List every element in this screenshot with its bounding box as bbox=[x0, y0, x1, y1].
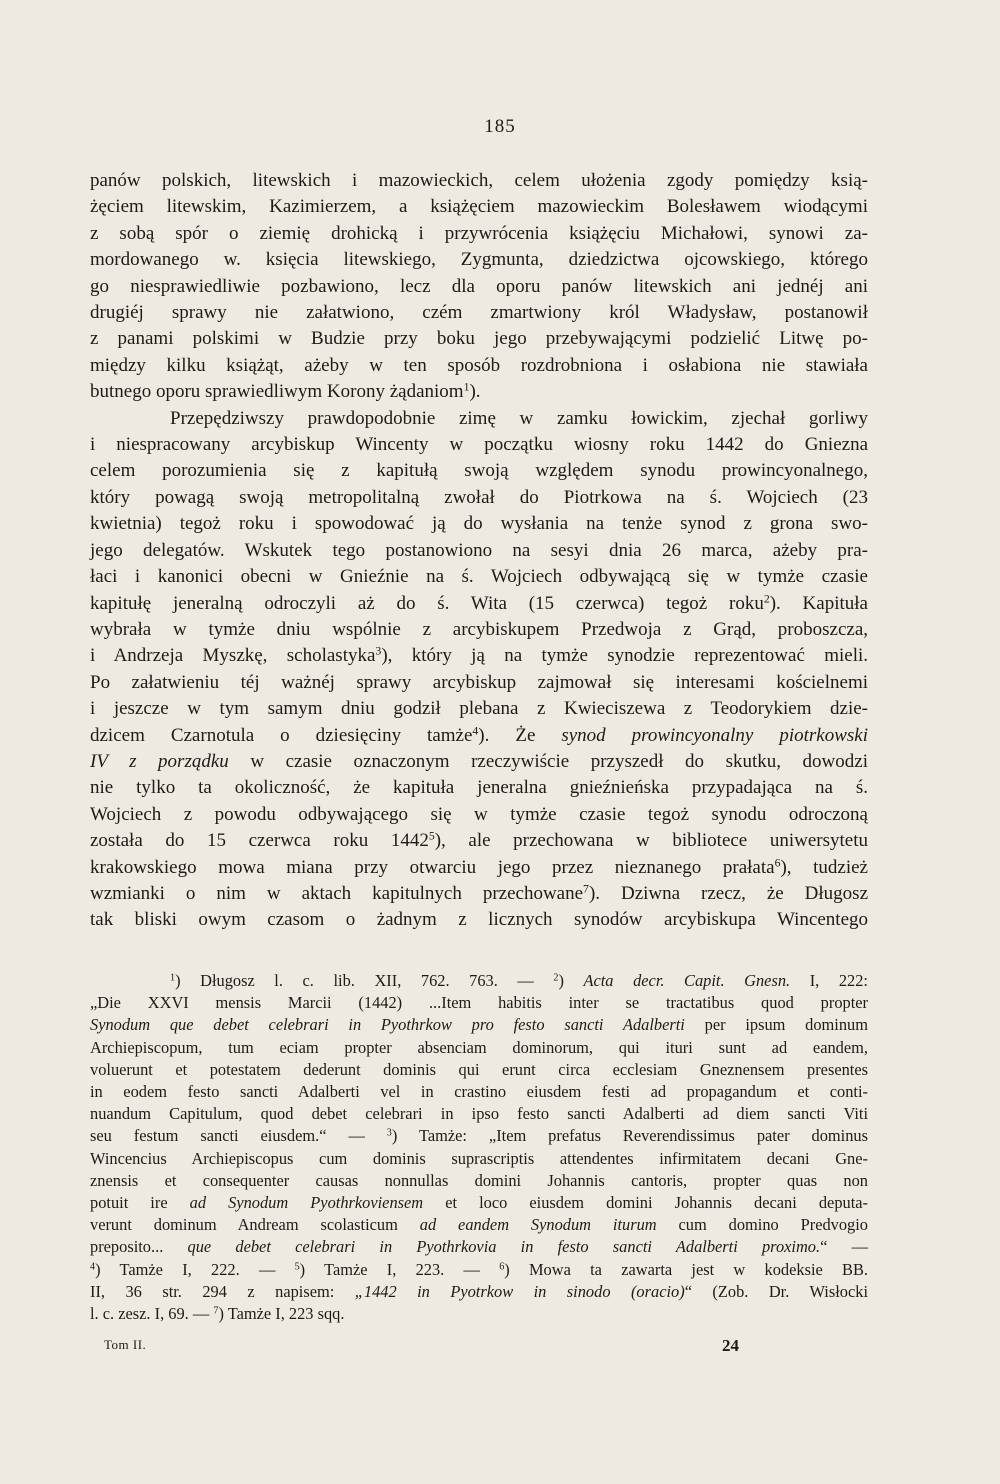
text-line: żęciem litewskim, Kazimierzem, a książęciem mazowieckim Bolesławem wiodącymi bbox=[90, 196, 868, 218]
italic-text: Acta decr. Capit. Gnesn. bbox=[583, 971, 791, 990]
footnote-number: 6 bbox=[499, 1261, 505, 1273]
text-line: go niesprawiedliwie pozbawiono, lecz dla oporu panów litewskich ani jednéj ani bbox=[90, 275, 868, 297]
text-line: między kilku książąt, ażeby w ten sposób rozdrobniona i osłabiona nie stawiała bbox=[90, 354, 868, 376]
text-fragment: verunt dominum Andream scolasticum bbox=[90, 1215, 420, 1235]
text-line: nie tylko ta okoliczność, że kapituła jeneralna gnieźnieńska przypadająca na ś. bbox=[90, 777, 868, 799]
text-fragment: ), ale przechowana w bibliotece uniwersytetu bbox=[434, 830, 868, 852]
footnote-marker: 5 bbox=[428, 829, 435, 843]
text-fragment: w czasie oznaczonym rzeczywiście przyszedł do skutku, dowodzi bbox=[228, 750, 868, 772]
text-line: drugiéj sprawy nie załatwiono, czém zmartwiony król Władysław, postanowił bbox=[90, 302, 868, 324]
text-line: i niespracowany arcybiskup Wincenty w początku wiosny roku 1442 do Gniezna bbox=[90, 434, 868, 456]
text-fragment: preposito... bbox=[90, 1237, 188, 1257]
text-fragment: ) bbox=[558, 971, 584, 990]
text-line: z panami polskimi w Budzie przy boku jego przebywającymi podzielić Litwę po- bbox=[90, 328, 868, 350]
footnote-number: 3 bbox=[386, 1127, 392, 1139]
footnote-line bbox=[90, 1214, 868, 1236]
footnote-line bbox=[90, 970, 868, 992]
footnote-marker: 2 bbox=[763, 592, 770, 606]
text-fragment: “ (Zob. Dr. Wisłocki bbox=[684, 1281, 868, 1301]
text-fragment: “ — bbox=[820, 1237, 868, 1257]
footnote-line bbox=[90, 1303, 868, 1325]
text-line: tak bliski owym czasom o żadnym z licznych synodów arcybiskupa Wincentego bbox=[90, 909, 868, 931]
text-line bbox=[90, 723, 868, 749]
italic-text: ad Synodum Pyothrkoviensem bbox=[189, 1193, 424, 1213]
text-fragment: ) Tamże: „Item prefatus Reverendissimus pater dominus bbox=[391, 1126, 868, 1146]
text-line: i jeszcze w tym samym dniu godził plebana z Kwieciszewa z Teodorykiem dzie- bbox=[90, 698, 868, 720]
text-fragment: ). Dziwna rzecz, że Długosz bbox=[588, 882, 868, 904]
text-fragment: ), który ją na tymże synodzie reprezentować mieli. bbox=[381, 645, 869, 667]
text-line bbox=[90, 855, 868, 881]
text-fragment: ). Że bbox=[478, 724, 562, 746]
text-line bbox=[90, 749, 868, 775]
footnote-number: 1 bbox=[170, 972, 176, 984]
text-line: Przepędziwszy prawdopodobnie zimę w zamku łowickim, zjechał gorliwy bbox=[170, 407, 868, 429]
footnote-number: 7 bbox=[213, 1305, 219, 1317]
text-fragment: krakowskiego mowa miana przy otwarciu jego przez nieznanego prałata bbox=[90, 856, 775, 878]
text-fragment: per ipsum dominum bbox=[684, 1015, 868, 1035]
text-fragment: potuit ire bbox=[90, 1193, 190, 1213]
text-line bbox=[90, 379, 868, 405]
footnote-line: nuandum Capitulum, quod debet celebrari in ipso festo sancti Adalberti ad diem sancti Viti bbox=[90, 1104, 868, 1124]
sheet-number: 24 bbox=[722, 1336, 739, 1355]
text-fragment: butnego oporu sprawiedliwym Korony żądaniom bbox=[90, 381, 464, 403]
page-number: 185 bbox=[484, 116, 516, 137]
text-line: celem porozumienia się z kapitułą swoją względem synodu prowincyonalnego, bbox=[90, 460, 868, 482]
footnote-marker: 1 bbox=[463, 380, 470, 394]
footnote-number: 4 bbox=[90, 1261, 96, 1273]
footnote-line bbox=[90, 1014, 868, 1036]
text-line: Po załatwieniu téj ważnéj sprawy arcybiskup zajmował się interesami kościelnemi bbox=[90, 671, 868, 693]
footnote-line: voluerunt et potestatem dederunt dominis qui erunt circa ecclesiam Gneznensem presentes bbox=[90, 1059, 868, 1079]
text-fragment: I, 222: bbox=[790, 971, 868, 990]
footnote-line bbox=[90, 1259, 868, 1281]
text-line: jego delegatów. Wskutek tego postanowiono na sesyi dnia 26 marca, ażeby pra- bbox=[90, 539, 868, 561]
footnote-number: 2 bbox=[553, 972, 559, 984]
main-text bbox=[90, 168, 868, 934]
text-line: kwietnia) tegoż roku i spowodować ją do wysłania na tenże synod z grona swo- bbox=[90, 513, 868, 535]
text-line: panów polskich, litewskich i mazowieckich, celem ułożenia zgody pomiędzy ksią- bbox=[90, 170, 868, 191]
italic-text: synod prowincyonalny piotrkowski bbox=[561, 724, 868, 746]
text-fragment: seu festum sancti eiusdem.“ — bbox=[90, 1126, 387, 1146]
footnotes bbox=[90, 970, 868, 1325]
text-line: wybrała w tymże dniu wspólnie z arcybiskupem Przedwoja z Grąd, proboszcza, bbox=[90, 618, 868, 640]
text-fragment: wzmianki o nim w aktach kapitulnych przechowane bbox=[90, 882, 584, 904]
text-fragment: ) Mowa ta zawarta jest w kodeksie BB. bbox=[504, 1259, 868, 1279]
text-fragment: l. c. zesz. I, 69. — bbox=[90, 1304, 214, 1324]
text-fragment: ). bbox=[469, 381, 481, 403]
text-fragment: ) Długosz l. c. lib. XII, 762. 763. — bbox=[175, 971, 554, 990]
footnote-marker: 3 bbox=[375, 644, 382, 658]
footnote-line bbox=[90, 1281, 868, 1303]
volume-signature: Tom II. bbox=[104, 1337, 147, 1352]
text-line: z sobą spór o ziemię drohicką i przywrócenia książęciu Michałowi, synowi za- bbox=[90, 222, 868, 244]
footnote-line bbox=[90, 1236, 868, 1258]
text-line bbox=[90, 828, 868, 854]
footnote-marker: 6 bbox=[774, 856, 781, 870]
italic-text: IV z porządku bbox=[90, 750, 229, 772]
text-line: łaci i kanonici obecni w Gnieźnie na ś. Wojciech odbywającą się w tymże czasie bbox=[90, 566, 868, 588]
text-line bbox=[90, 591, 868, 617]
text-line: Wojciech z powodu odbywającego się w tymże czasie tegoż synodu odroczoną bbox=[90, 803, 868, 825]
footnote-line: znensis et consequenter causas nonnullas domini Johannis cantoris, propter quas non bbox=[90, 1170, 868, 1190]
footnote-marker: 7 bbox=[583, 882, 589, 896]
footnote-line bbox=[90, 1125, 868, 1147]
footnote-number: 5 bbox=[294, 1261, 300, 1273]
text-fragment: ) Tamże I, 223. — bbox=[299, 1259, 500, 1279]
text-fragment: ), tudzież bbox=[780, 856, 868, 878]
text-fragment: ) Tamże I, 222. — bbox=[95, 1259, 295, 1279]
text-line bbox=[90, 643, 868, 669]
italic-text: Synodum que debet celebrari in Pyothrkow pro festo sancti Adalberti bbox=[90, 1015, 685, 1035]
text-fragment: i Andrzeja Myszkę, scholastyka bbox=[90, 645, 376, 667]
text-fragment: kapitułę jeneralną odroczyli aż do ś. Wita (15 czerwca) tegoż roku bbox=[90, 592, 764, 614]
text-fragment: została do 15 czerwca roku 1442 bbox=[90, 830, 429, 852]
text-fragment: cum domino Predvogio bbox=[656, 1215, 868, 1235]
footnote-line: Archiepiscopum, tum eciam propter absenciam dominorum, qui ituri sunt ad eandem, bbox=[90, 1037, 868, 1057]
italic-text: que debet celebrari in Pyothrkovia in festo sancti Adalberti proximo. bbox=[187, 1237, 821, 1257]
italic-text: „1442 in Pyotrkow in sinodo (oracio) bbox=[354, 1281, 685, 1301]
text-fragment: et loco eiusdem domini Johannis decani deputa- bbox=[423, 1193, 868, 1213]
text-fragment: II, 36 str. 294 z napisem: bbox=[90, 1281, 355, 1301]
text-fragment: ). Kapituła bbox=[769, 592, 868, 614]
footnote-line bbox=[90, 1192, 868, 1214]
italic-text: ad eandem Synodum iturum bbox=[419, 1215, 657, 1235]
text-line bbox=[90, 881, 868, 907]
footnote-line: in eodem festo sancti Adalberti vel in crastino eiusdem festi ad propagandum et conti- bbox=[90, 1082, 868, 1102]
footnote-marker: 4 bbox=[472, 724, 479, 738]
footnote-line: „Die XXVI mensis Marcii (1442) ...Item habitis inter se tractatibus quod propter bbox=[90, 993, 868, 1013]
text-fragment: dzicem Czarnotula o dziesięciny tamże bbox=[90, 724, 473, 746]
text-line: który powagą swoją metropolitalną zwołał do Piotrkowa na ś. Wojciech (23 bbox=[90, 486, 868, 508]
text-line: mordowanego w. księcia litewskiego, Zygmunta, dziedzictwa ojcowskiego, którego bbox=[90, 249, 868, 271]
footnote-line: Wincencius Archiepiscopus cum dominis suprascriptis attendentes infirmitatem decani Gne- bbox=[90, 1148, 868, 1168]
text-fragment: ) Tamże I, 223 sqq. bbox=[218, 1304, 345, 1324]
